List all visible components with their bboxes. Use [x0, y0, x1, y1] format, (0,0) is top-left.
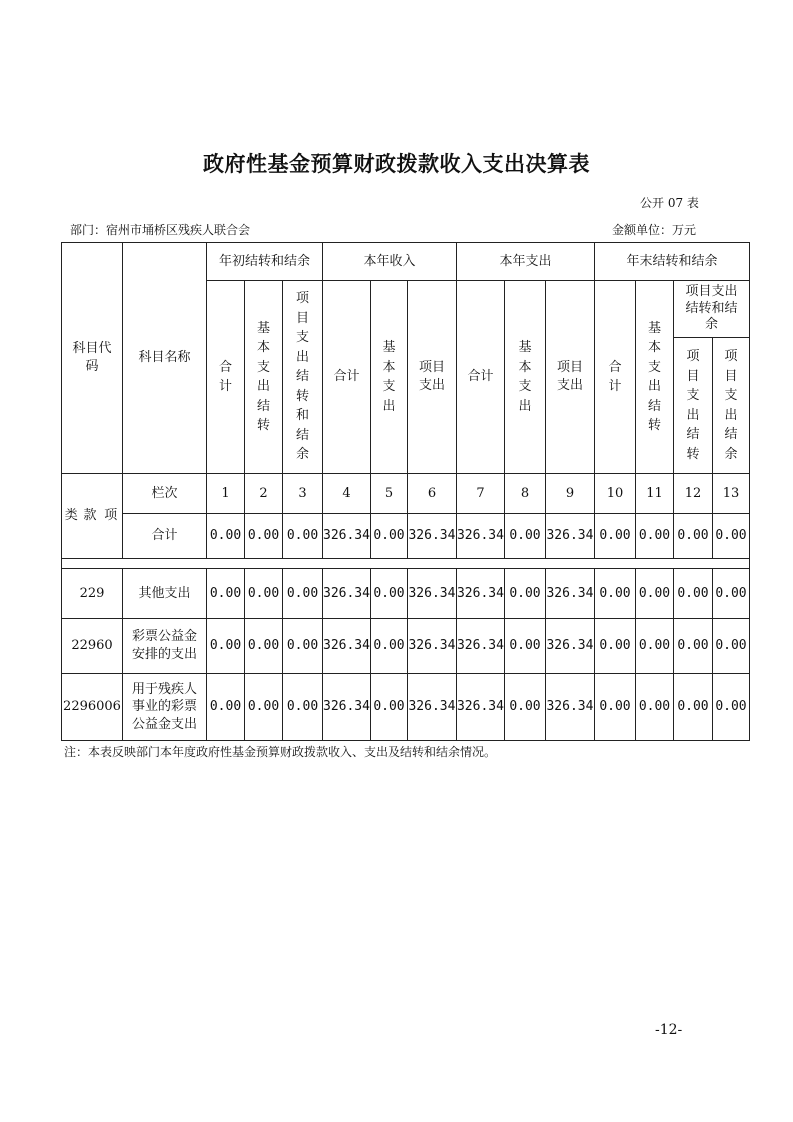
table-cell: 0.00 [635, 514, 673, 559]
table-cell: 326.34 [456, 569, 504, 619]
table-cell: 326.34 [323, 514, 371, 559]
table-cell: 0.00 [712, 514, 749, 559]
subject-name: 用于残疾人事业的彩票公益金支出 [123, 674, 207, 741]
table-cell: 326.34 [545, 569, 594, 619]
table-cell: 0.00 [712, 619, 749, 674]
table-cell: 0.00 [245, 514, 283, 559]
table-cell: 0.00 [207, 674, 245, 741]
department-label: 部门：宿州市埇桥区残疾人联合会 [70, 223, 251, 237]
header-end-basic-carry: 基本支出结转 [635, 281, 673, 474]
page-number: -12- [655, 1022, 683, 1038]
table-cell: 0.00 [673, 569, 712, 619]
subject-code: 22960 [62, 619, 123, 674]
column-number: 12 [673, 474, 712, 514]
table-cell: 0.00 [245, 674, 283, 741]
table-cell: 0.00 [594, 674, 635, 741]
table-cell: 0.00 [207, 619, 245, 674]
header-kuan: 款 [81, 474, 100, 559]
table-cell: 0.00 [245, 619, 283, 674]
table-cell: 0.00 [594, 514, 635, 559]
column-number: 5 [370, 474, 407, 514]
header-begin-project-carry-surplus: 项目支出结转和结余 [283, 281, 323, 474]
row-index-label: 栏次 [123, 474, 207, 514]
subject-code: 2296006 [62, 674, 123, 741]
header-income-project: 项目支出 [407, 281, 456, 474]
header-subject-name: 科目名称 [123, 243, 207, 474]
column-number: 13 [712, 474, 749, 514]
subject-name: 其他支出 [123, 569, 207, 619]
table-cell: 0.00 [673, 619, 712, 674]
column-number: 6 [407, 474, 456, 514]
column-number: 7 [456, 474, 504, 514]
header-end-project-carry-surplus: 项目支出结转和结余 [673, 281, 749, 338]
table-cell: 326.34 [407, 674, 456, 741]
table-cell: 0.00 [283, 514, 323, 559]
table-cell: 0.00 [504, 514, 545, 559]
table-row [62, 569, 750, 619]
table-cell: 0.00 [207, 514, 245, 559]
table-cell: 326.34 [407, 569, 456, 619]
column-number: 1 [207, 474, 245, 514]
page-title: 政府性基金预算财政拨款收入支出决算表 [203, 152, 590, 176]
header-group-income: 本年收入 [323, 243, 457, 281]
table-cell: 0.00 [207, 569, 245, 619]
column-number: 2 [245, 474, 283, 514]
table-cell: 0.00 [370, 569, 407, 619]
table-cell: 326.34 [545, 514, 594, 559]
table-cell: 326.34 [323, 569, 371, 619]
header-expense-project: 项目支出 [545, 281, 594, 474]
header-end-total: 合计 [594, 281, 635, 474]
column-number: 4 [323, 474, 371, 514]
header-end-project-surplus: 项目支出结余 [712, 338, 749, 474]
header-end-project-carry: 项目支出结转 [673, 338, 712, 474]
table-cell: 0.00 [504, 674, 545, 741]
table-cell: 0.00 [283, 619, 323, 674]
header-expense-basic: 基本支出 [504, 281, 545, 474]
table-cell: 326.34 [545, 619, 594, 674]
table-cell: 0.00 [504, 569, 545, 619]
header-begin-basic-carry: 基本支出结转 [245, 281, 283, 474]
table-cell: 0.00 [635, 619, 673, 674]
table-cell: 326.34 [407, 514, 456, 559]
table-cell: 0.00 [283, 569, 323, 619]
table-cell: 0.00 [673, 674, 712, 741]
table-cell: 0.00 [370, 514, 407, 559]
table-cell: 326.34 [323, 674, 371, 741]
table-cell: 0.00 [594, 619, 635, 674]
table-cell: 0.00 [712, 569, 749, 619]
header-lei: 类 [62, 474, 81, 559]
table-cell: 0.00 [245, 569, 283, 619]
header-begin-total: 合计 [207, 281, 245, 474]
header-income-total: 合计 [323, 281, 371, 474]
table-cell: 0.00 [594, 569, 635, 619]
subject-name: 彩票公益金安排的支出 [123, 619, 207, 674]
table-cell: 0.00 [370, 674, 407, 741]
table-row [62, 674, 750, 741]
table-cell: 0.00 [635, 674, 673, 741]
column-number: 9 [545, 474, 594, 514]
subject-code: 229 [62, 569, 123, 619]
table-cell: 0.00 [673, 514, 712, 559]
table-cell: 326.34 [323, 619, 371, 674]
amount-unit-label: 金额单位：万元 [612, 223, 697, 237]
row-spacer [62, 559, 750, 569]
table-cell: 0.00 [635, 569, 673, 619]
form-number: 公开 07 表 [640, 196, 699, 210]
header-group-end: 年末结转和结余 [594, 243, 749, 281]
header-income-basic: 基本支出 [370, 281, 407, 474]
footnote: 注：本表反映部门本年度政府性基金预算财政拨款收入、支出及结转和结余情况。 [64, 745, 497, 759]
column-number: 10 [594, 474, 635, 514]
header-subject-code: 科目代码 [62, 243, 123, 474]
table-cell: 326.34 [456, 619, 504, 674]
column-number: 3 [283, 474, 323, 514]
column-number: 11 [635, 474, 673, 514]
total-row-label: 合计 [123, 514, 207, 559]
table-cell: 0.00 [712, 674, 749, 741]
header-xiang: 项 [100, 474, 123, 559]
table-cell: 326.34 [545, 674, 594, 741]
column-number: 8 [504, 474, 545, 514]
budget-table [61, 242, 750, 741]
table-cell: 0.00 [370, 619, 407, 674]
table-row [62, 619, 750, 674]
table-cell: 326.34 [456, 674, 504, 741]
header-group-begin: 年初结转和结余 [207, 243, 323, 281]
table-cell: 0.00 [504, 619, 545, 674]
table-cell: 0.00 [283, 674, 323, 741]
header-expense-total: 合计 [456, 281, 504, 474]
table-cell: 326.34 [456, 514, 504, 559]
table-cell: 326.34 [407, 619, 456, 674]
header-group-expense: 本年支出 [456, 243, 594, 281]
